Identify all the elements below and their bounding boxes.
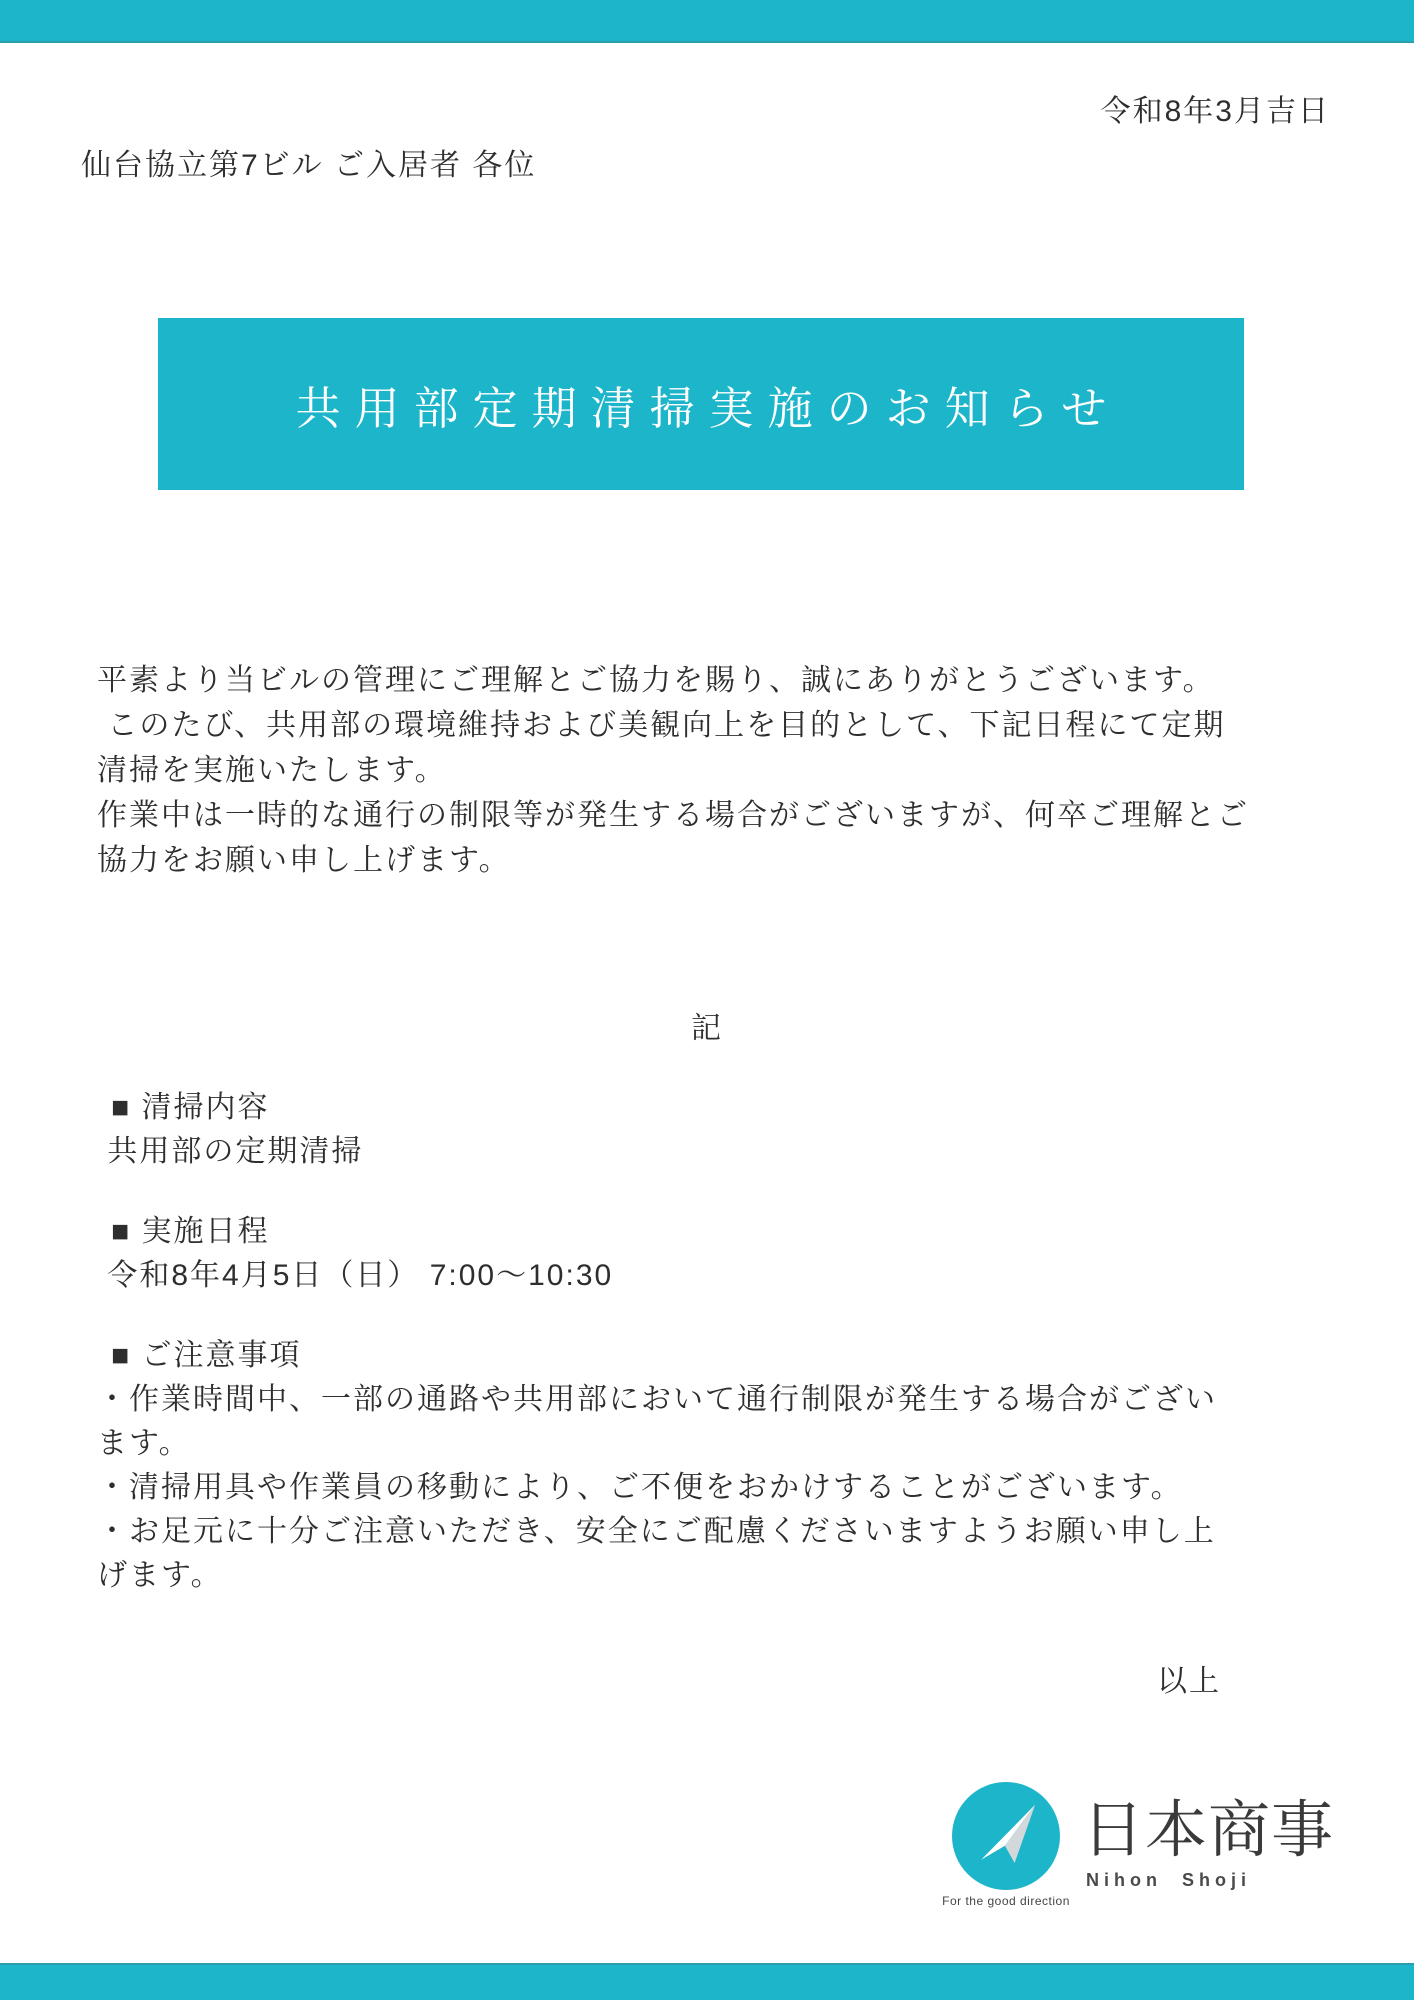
section-schedule xyxy=(97,1210,1347,1298)
bottom-accent-bar xyxy=(0,1963,1414,2000)
closing-marker: 以上 xyxy=(1157,1665,1221,1698)
document-title: 共用部定期清掃実施のお知らせ xyxy=(295,382,1121,434)
section-heading: ■ ご注意事項 xyxy=(111,1339,302,1372)
title-banner xyxy=(158,318,1244,490)
record-marker: 記 xyxy=(691,1012,723,1045)
greeting-line: 協力をお願い申し上げます。 xyxy=(97,844,511,877)
section-heading: ■ 清掃内容 xyxy=(111,1091,270,1124)
section-line: げます。 xyxy=(97,1559,223,1592)
greeting-line: 平素より当ビルの管理にご理解とご協力を賜り、誠にありがとうございます。 xyxy=(97,664,1215,697)
company-name-english: Nihon Shoji xyxy=(1086,1870,1251,1890)
greeting-line: 清掃を実施いたします。 xyxy=(97,754,447,787)
greeting-paragraph xyxy=(97,658,1337,883)
section-line: ・清掃用具や作業員の移動により、ご不便をおかけすることがございます。 xyxy=(97,1471,1183,1504)
greeting-line: 作業中は一時的な通行の制限等が発生する場合がございますが、何卒ご理解とご xyxy=(97,799,1249,832)
section-line: ます。 xyxy=(97,1427,191,1460)
top-accent-bar xyxy=(0,0,1414,43)
addressee: 仙台協立第7ビル ご入居者 各位 xyxy=(81,149,537,182)
section-heading: ■ 実施日程 xyxy=(111,1215,270,1248)
paper-plane-icon xyxy=(952,1782,1060,1890)
company-name-japanese: 日本商事 xyxy=(1082,1796,1335,1865)
section-notes xyxy=(97,1334,1347,1598)
section-line: 令和8年4月5日（日） 7:00～10:30 xyxy=(97,1259,614,1292)
detail-sections xyxy=(97,1086,1347,1634)
section-line: 共用部の定期清掃 xyxy=(97,1135,364,1168)
issue-date: 令和8年3月吉日 xyxy=(1100,95,1330,128)
section-line: ・作業時間中、一部の通路や共用部において通行制限が発生する場合がござい xyxy=(97,1383,1217,1416)
section-cleaning-content xyxy=(97,1086,1347,1174)
company-logo-mark xyxy=(952,1782,1060,1890)
section-line: ・お足元に十分ご注意いただき、安全にご配慮くださいますようお願い申し上 xyxy=(97,1515,1216,1548)
greeting-line: このたび、共用部の環境維持および美観向上を目的として、下記日程にて定期 xyxy=(97,709,1226,742)
logo-tagline: For the good direction xyxy=(942,1894,1070,1908)
